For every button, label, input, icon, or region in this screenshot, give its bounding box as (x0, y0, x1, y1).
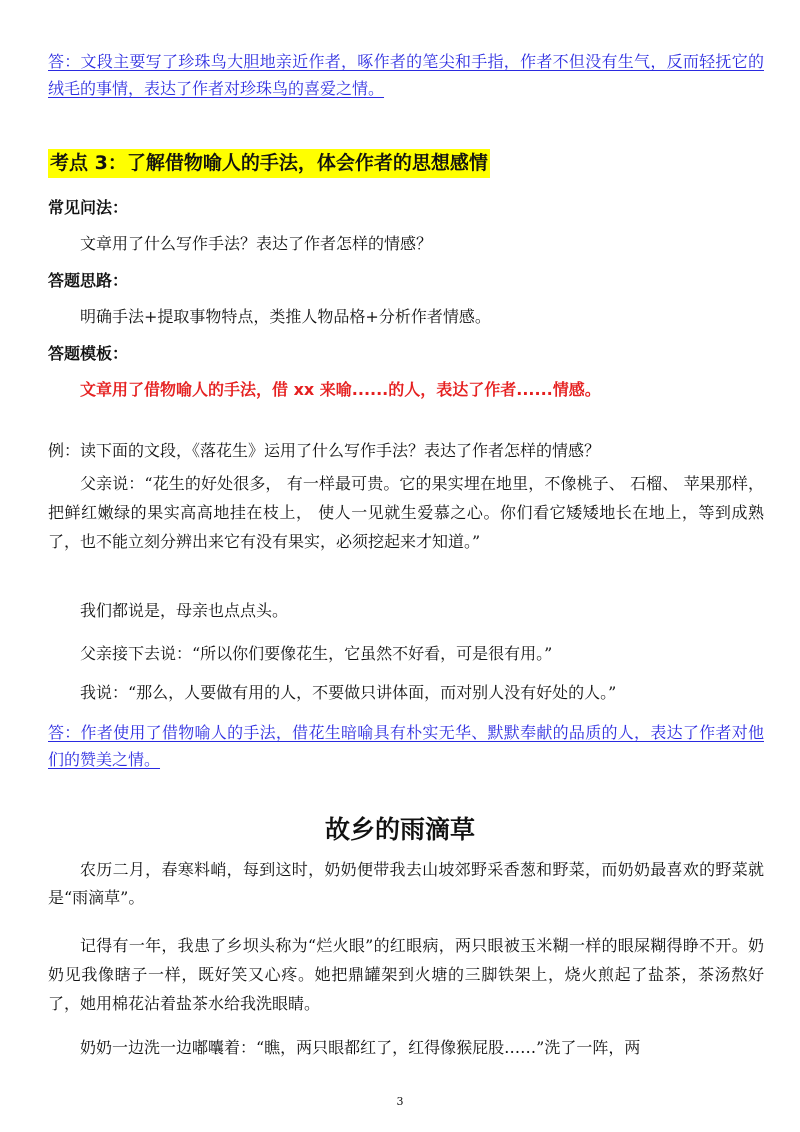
example-paragraph-2: 我们都说是，母亲也点点头。 (80, 601, 289, 620)
story-title: 故乡的雨滴草 (324, 815, 475, 844)
story-paragraph-3: 奶奶一边洗一边嘟囔着：“瞧，两只眼都红了，红得像猴屁股……”洗了一阵，两 (80, 1038, 641, 1057)
label-approach: 答题思路： (48, 271, 129, 290)
label-common-question: 常见问法： (48, 198, 129, 217)
answer-paragraph-luohuasheng: 答：作者使用了借物喻人的手法，借花生暗喻具有朴实无华、默默奉献的品质的人，表达了作者对他们的赞美之情。 (48, 723, 764, 769)
page-number: 3 (396, 1095, 404, 1108)
common-question-text: 文章用了什么写作手法？表达了作者怎样的情感？ (80, 234, 433, 253)
story-paragraph-2: 记得有一年，我患了乡坝头称为“烂火眼”的红眼病，两只眼被玉米糊一样的眼屎糊得睁不开。奶奶见我像瞎子一样，既好笑又心疼。她把鼎罐架到火塘的三脚铁架上，烧火煎起了盐茶，茶汤熬好了，她用棉花沾着盐茶水给我洗眼睛。 (48, 936, 764, 1013)
example-question: 例：读下面的文段，《落花生》运用了什么写作手法？表达了作者怎样的情感？ (48, 441, 601, 460)
story-paragraph-1: 农历二月，春寒料峭，每到这时，奶奶便带我去山坡郊野采香葱和野菜，而奶奶最喜欢的野菜就是“雨滴草”。 (48, 860, 764, 907)
answer-paragraph-zhenzhuniao: 答：文段主要写了珍珠鸟大胆地亲近作者，啄作者的笔尖和手指，作者不但没有生气，反而轻抚它的绒毛的事情，表达了作者对珍珠鸟的喜爱之情。 (48, 52, 764, 98)
example-paragraph-3: 父亲接下去说：“所以你们要像花生，它虽然不好看，可是很有用。” (80, 644, 553, 663)
label-template: 答题模板： (48, 344, 129, 363)
highlighted-heading: 考点 3：了解借物喻人的手法，体会作者的思想感情 (48, 149, 490, 178)
approach-text: 明确手法+提取事物特点，类推人物品格+分析作者情感。 (80, 307, 491, 326)
template-text: 文章用了借物喻人的手法，借 xx 来喻......的人，表达了作者......情感。 (80, 380, 601, 399)
section-heading-kaodian3 (48, 146, 764, 181)
example-paragraph-1: 父亲说：“花生的好处很多， 有一样最可贵。它的果实埋在地里，不像桃子、 石榴、 苹果那样，把鲜红嫩绿的果实高高地挂在枝上， 使人一见就生爱慕之心。你们看它矮矮地长在地上，等到成熟了，也不能立刻分辨出来它有没有果实，必须挖起来才知道。” (48, 474, 764, 551)
example-paragraph-4: 我说：“那么，人要做有用的人，不要做只讲体面，而对别人没有好处的人。” (80, 683, 617, 702)
